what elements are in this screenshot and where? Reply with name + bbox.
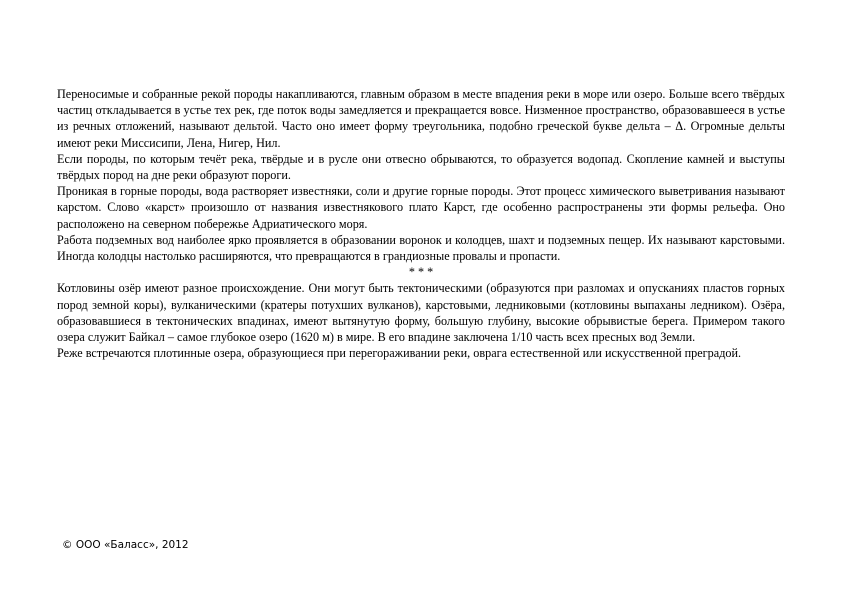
document-body [57, 86, 785, 361]
paragraph-lake-basins: Котловины озёр имеют разное происхождение. Они могут быть тектоническими (образуются при разломах и опусканиях пластов горных пород земной коры), вулканическими (кратеры потухших вулканов), карстовыми, ледниковыми (котловины выпаханы ледником). Озёра, образовавшиеся в тектонических впадинах, имеют вытянутую форму, большую глубину, высокие обрывистые берега. Примером такого озера служит Байкал – самое глубокое озеро (1620 м) в мире. В его впадине заключена 1/10 часть всех пресных вод Земли. [57, 281, 785, 345]
paragraph-karst: Проникая в горные породы, вода растворяет известняки, соли и другие горные породы. Этот процесс химического выветривания называют карстом. Слово «карст» произошло от названия известнякового плато Карст, где особенно распространены эти формы рельефа. Оно расположено на северном побережье Адриатического моря. [57, 184, 785, 231]
paragraph-dam-lakes: Реже встречаются плотинные озера, образующиеся при перегораживании реки, оврага естественной или искусственной преградой. [57, 346, 742, 361]
paragraph-delta: Переносимые и собранные рекой породы накапливаются, главным образом в месте впадения реки в море или озеро. Больше всего твёрдых частиц откладывается в устье тех рек, где поток воды замедляется и прекращается вовсе. Низменное пространство, образовавшееся в устье из речных отложений, называют дельтой. Часто оно имеет форму треугольника, подобно греческой букве дельта – Δ. Огромные дельты имеют реки Миссисипи, Лена, Нигер, Нил. [57, 87, 785, 150]
paragraph-underground-water: Работа подземных вод наиболее ярко проявляется в образовании воронок и колодцев, шахт и подземных пещер. Их называют карстовыми. Иногда колодцы настолько расширяются, что превращаются в грандиозные провалы и пропасти. [57, 232, 785, 264]
paragraph-waterfall: Если породы, по которым течёт река, твёрдые и в русле они отвесно обрываются, то образуется водопад. Скопление камней и выступы твёрдых пород на дне реки образуют пороги. [57, 151, 785, 183]
section-separator: * * * [408, 265, 434, 280]
copyright-footer: © ООО «Баласс», 2012 [62, 539, 189, 551]
